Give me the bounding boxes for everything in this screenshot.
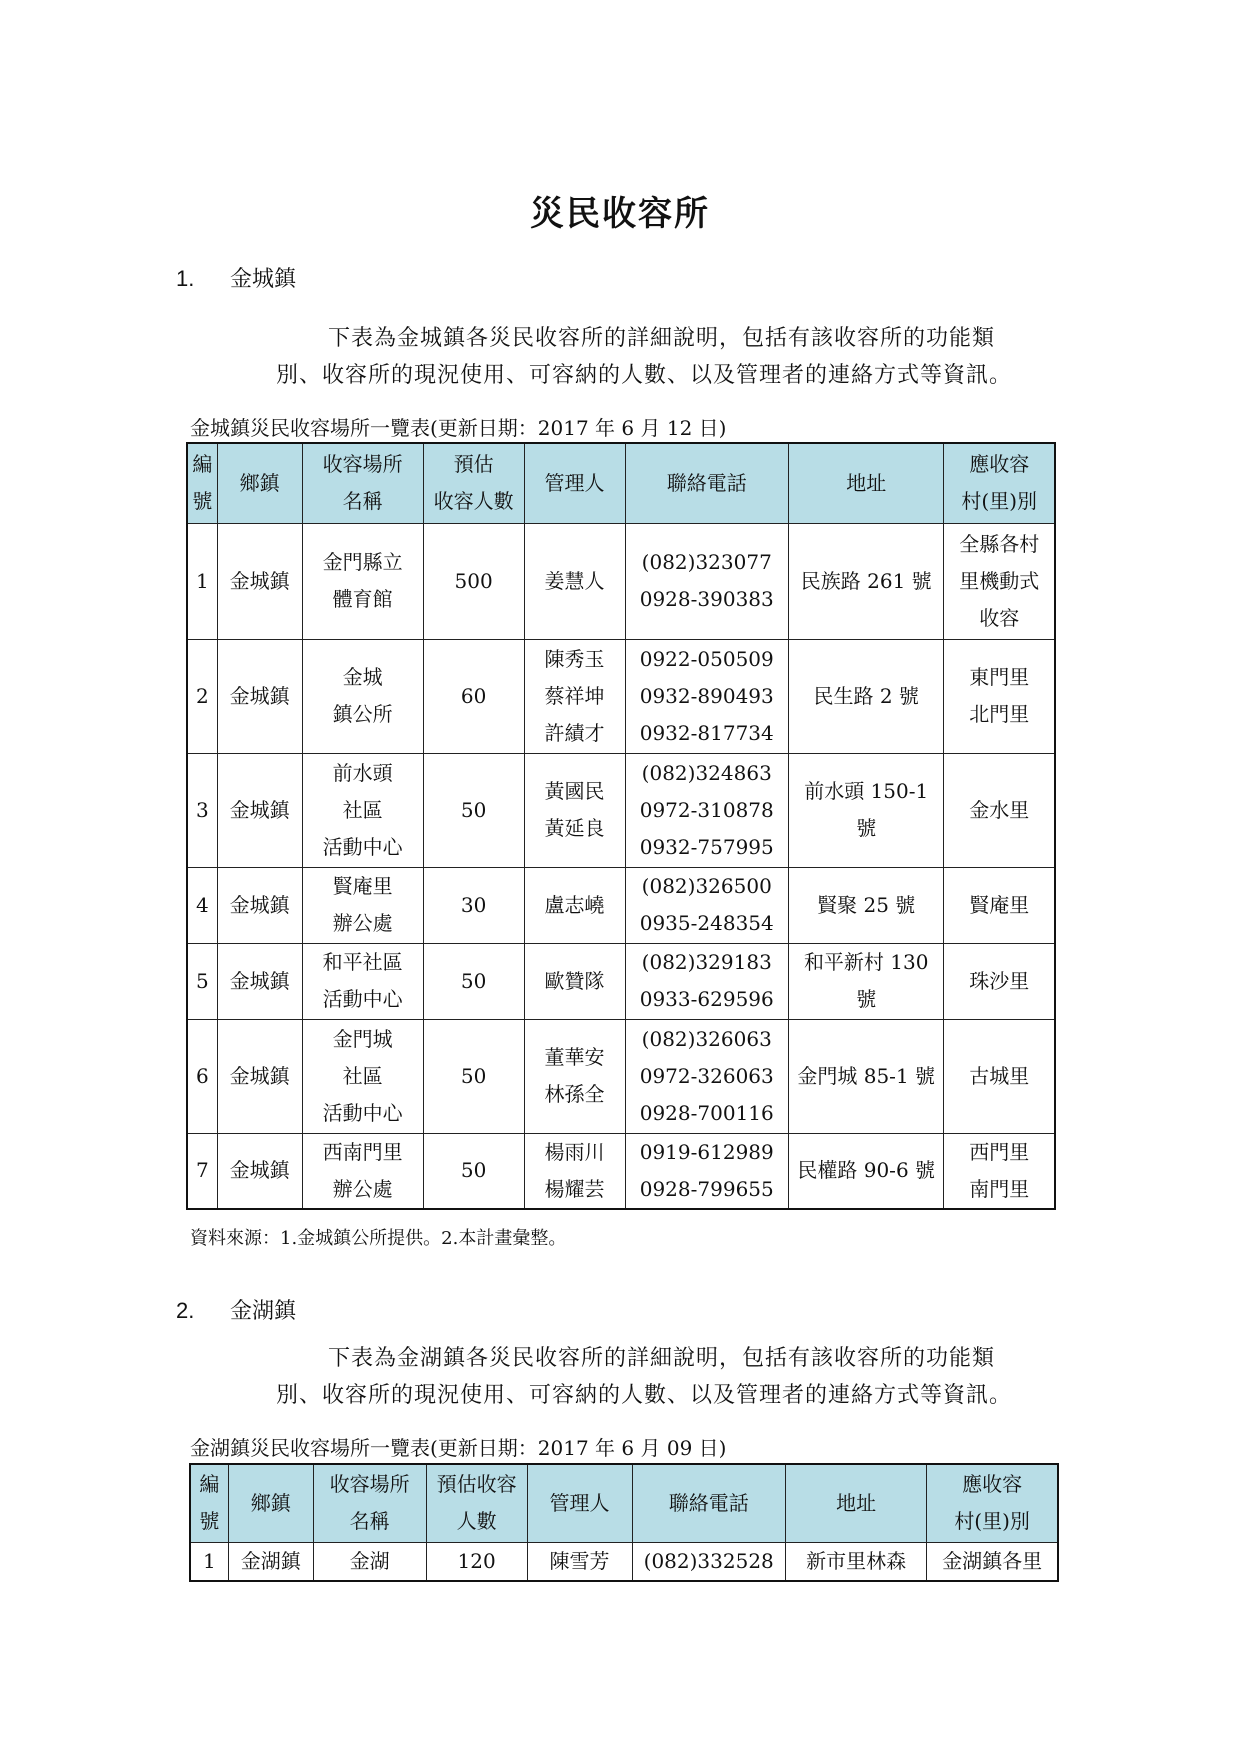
header-cell: 預估 收容人數 <box>423 443 524 523</box>
table-row <box>187 1133 1055 1209</box>
cell-capacity: 50 <box>423 1133 524 1209</box>
cell-capacity: 120 <box>426 1542 527 1581</box>
header-cell: 預估收容 人數 <box>426 1464 527 1542</box>
intro-line: 別、收容所的現況使用、可容納的人數、以及管理者的連絡方式等資訊。 <box>276 1383 1013 1408</box>
shelter-table-2 <box>189 1463 1059 1582</box>
cell-capacity: 50 <box>423 1019 524 1133</box>
cell-manager: 陳雪芳 <box>527 1542 632 1581</box>
cell-phone: 0922-050509 0932-890493 0932-817734 <box>625 639 789 753</box>
header-cell: 管理人 <box>524 443 625 523</box>
intro-line: 下表為金湖鎮各災民收容所的詳細說明，包括有該收容所的功能類 <box>328 1346 996 1371</box>
cell-manager: 陳秀玉 蔡祥坤 許績才 <box>524 639 625 753</box>
cell-villages: 東門里 北門里 <box>944 639 1055 753</box>
cell-phone: (082)329183 0933-629596 <box>625 943 789 1019</box>
cell-manager: 楊雨川 楊耀芸 <box>524 1133 625 1209</box>
cell-villages: 金水里 <box>944 753 1055 867</box>
header-cell: 鄉鎮 <box>217 443 302 523</box>
cell-number: 1 <box>190 1542 228 1581</box>
cell-address: 新市里林森 <box>785 1542 926 1581</box>
cell-township: 金城鎮 <box>217 1019 302 1133</box>
cell-shelter-name: 金門城 社區 活動中心 <box>302 1019 423 1133</box>
cell-township: 金城鎮 <box>217 1133 302 1209</box>
cell-address: 民生路 2 號 <box>789 639 944 753</box>
table-caption-1: 金城鎮災民收容場所一覽表(更新日期：2017 年 6 月 12 日) <box>190 416 727 440</box>
table-header-row <box>187 443 1055 523</box>
section-intro-2 <box>176 1340 1076 1414</box>
header-cell: 收容場所 名稱 <box>302 443 423 523</box>
header-cell: 編 號 <box>187 443 217 523</box>
cell-shelter-name: 西南門里 辦公處 <box>302 1133 423 1209</box>
cell-shelter-name: 金城 鎮公所 <box>302 639 423 753</box>
cell-villages: 珠沙里 <box>944 943 1055 1019</box>
cell-shelter-name: 金門縣立 體育館 <box>302 523 423 639</box>
table-row <box>187 639 1055 753</box>
header-cell: 地址 <box>789 443 944 523</box>
section-heading-1 <box>176 262 296 293</box>
intro-line: 別、收容所的現況使用、可容納的人數、以及管理者的連絡方式等資訊。 <box>276 363 1013 388</box>
cell-manager: 姜慧人 <box>524 523 625 639</box>
cell-address: 和平新村 130 號 <box>789 943 944 1019</box>
cell-shelter-name: 前水頭 社區 活動中心 <box>302 753 423 867</box>
cell-number: 3 <box>187 753 217 867</box>
cell-capacity: 30 <box>423 867 524 943</box>
cell-number: 5 <box>187 943 217 1019</box>
cell-phone: (082)324863 0972-310878 0932-757995 <box>625 753 789 867</box>
cell-township: 金城鎮 <box>217 753 302 867</box>
cell-villages: 古城里 <box>944 1019 1055 1133</box>
cell-shelter-name: 和平社區 活動中心 <box>302 943 423 1019</box>
table-row <box>187 1019 1055 1133</box>
table-row <box>187 523 1055 639</box>
cell-township: 金湖鎮 <box>228 1542 313 1581</box>
cell-township: 金城鎮 <box>217 943 302 1019</box>
cell-capacity: 50 <box>423 943 524 1019</box>
section-number: 1. <box>176 266 195 291</box>
cell-villages: 全縣各村 里機動式 收容 <box>944 523 1055 639</box>
header-cell: 聯絡電話 <box>625 443 789 523</box>
table-row <box>190 1542 1058 1581</box>
cell-address: 民族路 261 號 <box>789 523 944 639</box>
cell-capacity: 50 <box>423 753 524 867</box>
cell-manager: 董華安 林孫全 <box>524 1019 625 1133</box>
header-cell: 聯絡電話 <box>632 1464 785 1542</box>
cell-capacity: 60 <box>423 639 524 753</box>
cell-address: 金門城 85-1 號 <box>789 1019 944 1133</box>
page-title: 災民收容所 <box>530 194 710 234</box>
cell-villages: 金湖鎮各里 <box>927 1542 1058 1581</box>
header-cell: 收容場所 名稱 <box>313 1464 426 1542</box>
cell-shelter-name: 賢庵里 辦公處 <box>302 867 423 943</box>
cell-number: 1 <box>187 523 217 639</box>
intro-line: 下表為金城鎮各災民收容所的詳細說明，包括有該收容所的功能類 <box>328 326 996 351</box>
section-number: 2. <box>176 1298 195 1323</box>
header-cell: 應收容 村(里)別 <box>927 1464 1058 1542</box>
header-cell: 編 號 <box>190 1464 228 1542</box>
table-header-row <box>190 1464 1058 1542</box>
cell-address: 賢聚 25 號 <box>789 867 944 943</box>
cell-township: 金城鎮 <box>217 867 302 943</box>
section-intro-1 <box>176 320 1076 394</box>
section-name: 金湖鎮 <box>230 1299 297 1324</box>
section-heading-2 <box>176 1294 296 1325</box>
table-row <box>187 753 1055 867</box>
cell-township: 金城鎮 <box>217 523 302 639</box>
header-cell: 管理人 <box>527 1464 632 1542</box>
cell-phone: (082)332528 <box>632 1542 785 1581</box>
cell-shelter-name: 金湖 <box>313 1542 426 1581</box>
cell-number: 6 <box>187 1019 217 1133</box>
cell-number: 2 <box>187 639 217 753</box>
cell-phone: (082)323077 0928-390383 <box>625 523 789 639</box>
table-row <box>187 943 1055 1019</box>
cell-phone: (082)326500 0935-248354 <box>625 867 789 943</box>
cell-phone: (082)326063 0972-326063 0928-700116 <box>625 1019 789 1133</box>
header-cell: 鄉鎮 <box>228 1464 313 1542</box>
cell-address: 前水頭 150-1 號 <box>789 753 944 867</box>
cell-villages: 西門里 南門里 <box>944 1133 1055 1209</box>
cell-villages: 賢庵里 <box>944 867 1055 943</box>
cell-address: 民權路 90-6 號 <box>789 1133 944 1209</box>
cell-number: 7 <box>187 1133 217 1209</box>
data-source-note: 資料來源：1.金城鎮公所提供。2.本計畫彙整。 <box>190 1228 567 1249</box>
table-row <box>187 867 1055 943</box>
cell-township: 金城鎮 <box>217 639 302 753</box>
cell-number: 4 <box>187 867 217 943</box>
header-cell: 應收容 村(里)別 <box>944 443 1055 523</box>
table-caption-2: 金湖鎮災民收容場所一覽表(更新日期：2017 年 6 月 09 日) <box>190 1436 727 1460</box>
cell-manager: 黃國民 黃延良 <box>524 753 625 867</box>
section-name: 金城鎮 <box>230 267 297 292</box>
cell-manager: 盧志嶢 <box>524 867 625 943</box>
cell-manager: 歐贊隊 <box>524 943 625 1019</box>
cell-capacity: 500 <box>423 523 524 639</box>
cell-phone: 0919-612989 0928-799655 <box>625 1133 789 1209</box>
shelter-table-1 <box>186 442 1056 1210</box>
header-cell: 地址 <box>785 1464 926 1542</box>
